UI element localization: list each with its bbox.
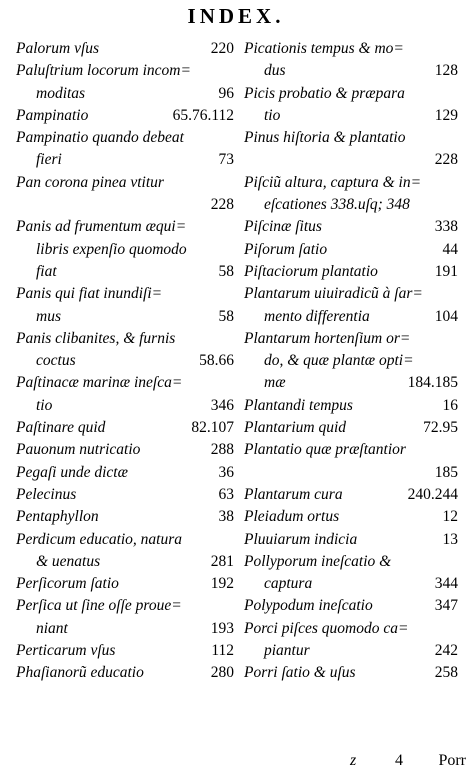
page-reference: 129 bbox=[434, 106, 458, 124]
index-entry-line bbox=[16, 372, 236, 394]
index-entry-line bbox=[16, 350, 236, 372]
page-reference: 344 bbox=[434, 575, 458, 593]
entry-text: Perſica ut ſine oſſe proue= bbox=[16, 597, 182, 615]
entry-text: mus bbox=[36, 307, 61, 325]
page-title: INDEX. bbox=[187, 4, 285, 28]
index-entry-line bbox=[244, 350, 460, 372]
index-entry-line bbox=[244, 60, 460, 82]
index-entry-line bbox=[244, 261, 460, 283]
entry-text: moditas bbox=[36, 84, 86, 102]
index-entry-line bbox=[16, 395, 236, 417]
index-entry-line bbox=[244, 306, 460, 328]
index-entry-line bbox=[16, 573, 236, 595]
entry-text: captura bbox=[264, 575, 313, 593]
entry-text: Piſtaciorum plantatio bbox=[244, 262, 378, 280]
page-reference: 58.66 bbox=[199, 352, 234, 370]
index-entry-line bbox=[16, 38, 236, 60]
entry-text: Porci piſces quomodo ca= bbox=[244, 619, 409, 637]
entry-text: Paſtinacæ marinæ ineſca= bbox=[16, 374, 183, 392]
index-column-left bbox=[16, 38, 236, 685]
entry-text: Pinus hiſtoria & plantatio bbox=[244, 129, 406, 147]
index-entry-line bbox=[244, 216, 460, 238]
index-entry-line bbox=[16, 462, 236, 484]
index-entry-line bbox=[244, 239, 460, 261]
page-reference: 82.107 bbox=[191, 419, 234, 437]
index-entry-line bbox=[16, 306, 236, 328]
entry-text: Pan corona pinea vtitur bbox=[16, 173, 164, 191]
index-entry-line bbox=[16, 439, 236, 461]
entry-text: Plantandi tempus bbox=[244, 396, 353, 414]
page-reference: 63 bbox=[218, 485, 234, 503]
index-entry-line bbox=[16, 239, 236, 261]
entry-text: Pollyporum ineſcatio & bbox=[244, 552, 392, 570]
page-reference: 347 bbox=[434, 597, 458, 615]
index-entry-line bbox=[16, 529, 236, 551]
entry-text: Piſorum ſatio bbox=[244, 240, 328, 258]
index-entry-line bbox=[244, 439, 460, 461]
index-entry-line bbox=[16, 172, 236, 194]
entry-text: Picis probatio & præpara bbox=[244, 84, 405, 102]
page-reference: 128 bbox=[434, 62, 458, 80]
page-reference: 258 bbox=[434, 664, 458, 682]
page-reference: 112 bbox=[211, 642, 234, 660]
index-entry-line bbox=[16, 551, 236, 573]
index-entry-line bbox=[244, 417, 460, 439]
page-reference: 12 bbox=[442, 508, 458, 526]
entry-text: Perticarum vſus bbox=[16, 642, 116, 660]
signature-mark: z bbox=[350, 752, 357, 769]
index-entry-line bbox=[244, 127, 460, 149]
page-reference: 192 bbox=[210, 575, 234, 593]
page-reference: 16 bbox=[442, 396, 458, 414]
entry-text: mæ bbox=[264, 374, 286, 392]
entry-text: mento differentia bbox=[264, 307, 370, 325]
index-entry-line bbox=[244, 484, 460, 506]
index-entry-line bbox=[244, 551, 460, 573]
entry-text: Perdicum educatio, natura bbox=[16, 530, 183, 548]
page-reference: 191 bbox=[434, 262, 458, 280]
page-reference: 280 bbox=[210, 664, 234, 682]
page-reference: 44 bbox=[442, 240, 458, 258]
entry-text: coctus bbox=[36, 352, 76, 370]
entry-text: Picationis tempus & mo= bbox=[244, 40, 404, 57]
page-reference: 65.76.112 bbox=[172, 106, 234, 124]
entry-text: Palorum vſus bbox=[16, 40, 100, 57]
entry-text: Pelecinus bbox=[16, 485, 77, 503]
page-reference: 13 bbox=[442, 530, 458, 548]
entry-text: dus bbox=[264, 62, 286, 80]
entry-text: fieri bbox=[36, 151, 62, 169]
index-entry-line bbox=[244, 283, 460, 305]
entry-text: Porri ſatio & uſus bbox=[244, 664, 356, 682]
page-reference: 281 bbox=[210, 552, 234, 570]
entry-text: tio bbox=[264, 106, 281, 124]
index-entry-line bbox=[16, 595, 236, 617]
index-entry-line bbox=[16, 417, 236, 439]
index-column-right bbox=[244, 38, 460, 685]
page-reference: 346 bbox=[210, 396, 234, 414]
page-reference: 184.185 bbox=[407, 374, 458, 392]
index-entry-line bbox=[244, 83, 460, 105]
index-entry-line bbox=[244, 172, 460, 194]
index-entry-line bbox=[16, 216, 236, 238]
entry-text: Plantarum uiuiradicũ à ſar= bbox=[244, 285, 423, 303]
page-reference: 193 bbox=[210, 619, 234, 637]
page-reference: 220 bbox=[210, 40, 234, 57]
entry-text: Piſciũ altura, captura & in= bbox=[244, 173, 422, 191]
page-reference: 38 bbox=[218, 508, 234, 526]
page-reference: 104 bbox=[434, 307, 458, 325]
entry-text: Pampinatio quando debeat bbox=[16, 129, 184, 147]
entry-text: Panis clibanites, & furnis bbox=[16, 329, 176, 347]
index-entry-line bbox=[244, 395, 460, 417]
index-entry-line bbox=[16, 506, 236, 528]
index-entry-line bbox=[16, 105, 236, 127]
page-footer bbox=[0, 752, 472, 778]
entry-text: Pauonum nutricatio bbox=[16, 441, 141, 459]
entry-text: Polypodum ineſcatio bbox=[244, 597, 373, 615]
entry-text: Plantarium quid bbox=[244, 419, 347, 437]
index-entry-line bbox=[244, 573, 460, 595]
index-entry-line bbox=[16, 83, 236, 105]
entry-text: eſcationes 338.uſq; 348 bbox=[264, 196, 410, 214]
entry-text: piantur bbox=[264, 642, 310, 660]
entry-text: fiat bbox=[36, 262, 57, 280]
page-reference: 58 bbox=[218, 307, 234, 325]
entry-text: Piſcinæ ſitus bbox=[244, 218, 322, 236]
catchword: Porr bbox=[438, 752, 466, 769]
entry-text: Paluſtrium locorum incom= bbox=[16, 62, 191, 80]
entry-text: Phaſianorũ educatio bbox=[16, 664, 144, 682]
entry-text: Pluuiarum indicia bbox=[244, 530, 358, 548]
page-reference: 228 bbox=[210, 196, 234, 214]
entry-text: Pegaſi unde dictæ bbox=[16, 463, 128, 481]
index-entry-line bbox=[244, 38, 460, 60]
entry-text: Perſicorum ſatio bbox=[16, 575, 119, 593]
index-entry-line bbox=[16, 149, 236, 171]
index-entry-line bbox=[244, 372, 460, 394]
index-entry-line bbox=[16, 283, 236, 305]
signature-number: 4 bbox=[395, 752, 403, 769]
index-entry-line bbox=[244, 194, 460, 216]
page-reference: 240.244 bbox=[407, 485, 458, 503]
entry-text: Plantatio quæ præſtantior bbox=[244, 441, 406, 459]
entry-text: Plantarum hortenſium or= bbox=[244, 329, 411, 347]
entry-text: do, & quæ plantæ opti= bbox=[264, 352, 414, 370]
index-entry-line bbox=[16, 60, 236, 82]
page-reference: 96 bbox=[218, 84, 234, 102]
index-entry-line bbox=[244, 328, 460, 350]
page-reference: 185 bbox=[434, 463, 458, 481]
page-reference: 228 bbox=[434, 151, 458, 169]
entry-text: Pentaphyllon bbox=[16, 508, 99, 526]
entry-text: Plantarum cura bbox=[244, 485, 343, 503]
index-entry-line bbox=[244, 662, 460, 684]
index-entry-line bbox=[16, 194, 236, 216]
index-entry-line bbox=[16, 328, 236, 350]
index-entry-line bbox=[244, 640, 460, 662]
index-entry-line bbox=[244, 618, 460, 640]
entry-text: libris expenſio quomodo bbox=[36, 240, 187, 258]
entry-text: niant bbox=[36, 619, 68, 637]
page-reference: 73 bbox=[218, 151, 234, 169]
index-entry-line bbox=[244, 105, 460, 127]
entry-text: & uenatus bbox=[36, 552, 101, 570]
page-reference: 288 bbox=[210, 441, 234, 459]
index-entry-line bbox=[244, 529, 460, 551]
entry-text: Pampinatio bbox=[16, 106, 89, 124]
page-reference: 242 bbox=[434, 642, 458, 660]
page-reference: 58 bbox=[218, 262, 234, 280]
index-entry-line bbox=[16, 127, 236, 149]
index-entry-line bbox=[244, 595, 460, 617]
index-entry-line bbox=[16, 618, 236, 640]
index-entry-line bbox=[244, 149, 460, 171]
entry-text: Pleiadum ortus bbox=[244, 508, 340, 526]
entry-text: Panis ad frumentum æqui= bbox=[16, 218, 187, 236]
index-entry-line bbox=[244, 506, 460, 528]
page-reference: 36 bbox=[218, 463, 234, 481]
index-entry-line bbox=[16, 484, 236, 506]
entry-text: Panis qui fiat inundiſi= bbox=[16, 285, 163, 303]
page-reference: 72.95 bbox=[423, 419, 458, 437]
index-entry-line bbox=[16, 662, 236, 684]
entry-text: Paſtinare quid bbox=[16, 419, 106, 437]
page-reference: 338 bbox=[434, 218, 458, 236]
index-entry-line bbox=[16, 261, 236, 283]
index-entry-line bbox=[16, 640, 236, 662]
entry-text: tio bbox=[36, 396, 53, 414]
index-entry-line bbox=[244, 462, 460, 484]
